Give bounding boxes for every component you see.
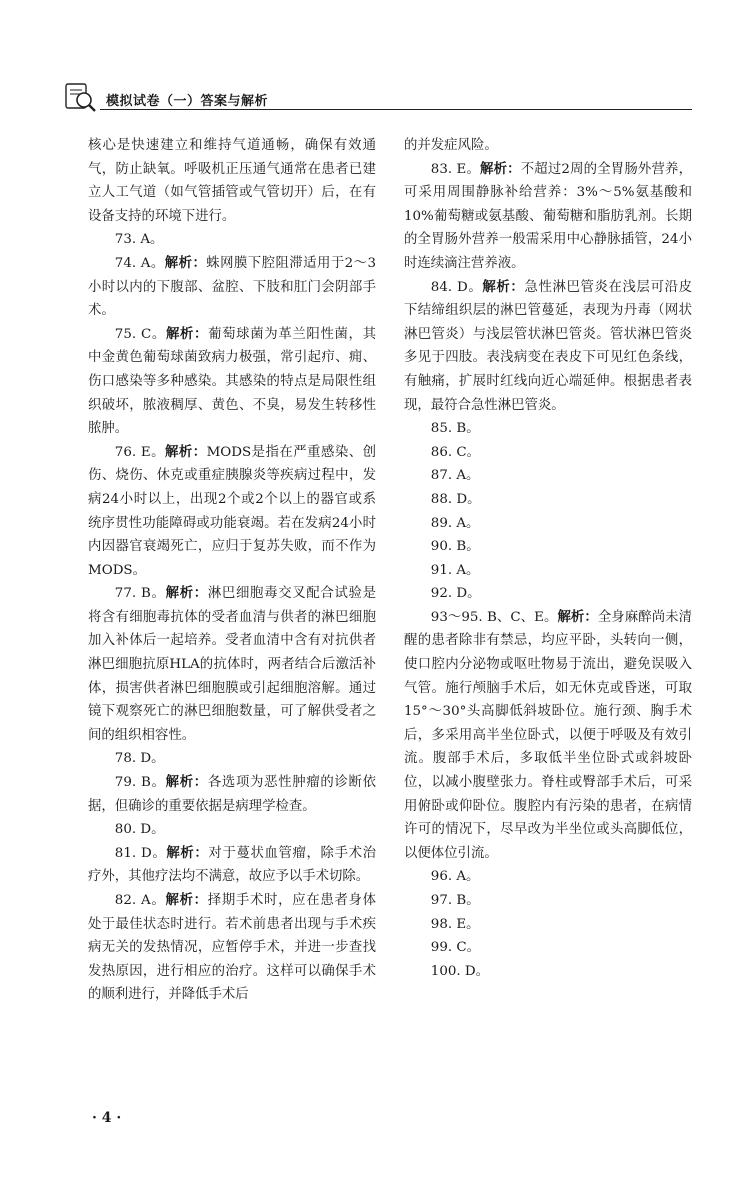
answer-number: 99. C。: [430, 940, 480, 956]
answer-number: 82. A。: [114, 893, 166, 908]
page-number: · 4 ·: [92, 1110, 122, 1126]
answer-paragraph: [404, 889, 692, 913]
answer-number: 91. A。: [430, 562, 480, 578]
answer-paragraph: [88, 228, 376, 252]
answer-number: 86. C。: [430, 444, 480, 460]
answer-number: 76. E。: [114, 444, 165, 460]
answer-paragraph: [88, 771, 376, 818]
answer-paragraph: [404, 488, 692, 512]
answer-paragraph: [404, 936, 692, 960]
analysis-label: 解析：: [164, 254, 207, 271]
analysis-label: 解析：: [165, 585, 208, 602]
answer-number: 81. D。: [114, 845, 167, 861]
answer-number: 93～95. B、C、E。: [430, 609, 558, 625]
answer-number: 88. D。: [430, 491, 481, 507]
analysis-label: 解析：: [165, 892, 208, 908]
answer-paragraph: [404, 582, 692, 606]
answer-paragraph: [404, 865, 692, 889]
answer-paragraph: [88, 582, 376, 747]
answer-number: 73. A。: [114, 232, 164, 248]
answer-number: 96. A。: [430, 869, 480, 885]
analysis-text: 的并发症风险。: [404, 138, 498, 153]
answer-number: 97. B。: [430, 893, 480, 908]
answer-number: 92. D。: [430, 586, 481, 602]
analysis-label: 解析：: [165, 325, 209, 342]
answer-paragraph: [88, 323, 376, 441]
answer-paragraph: [404, 606, 692, 866]
answer-number: 90. B。: [430, 539, 480, 555]
answer-paragraph: [404, 535, 692, 559]
answer-paragraph: [404, 158, 692, 276]
analysis-label: 解析：: [165, 774, 208, 791]
answer-number: 74. A。: [114, 255, 165, 271]
answer-number: 80. D。: [114, 822, 165, 838]
analysis-text: 葡萄球菌为革兰阳性菌，其中金黄色葡萄球菌致病力极强，常引起疖、痈、伤口感染等多种感染。其感染的特点是局限性组织破坏，脓液稠厚、黄色、不臭，易发生转移性脓肿。: [88, 326, 376, 437]
answer-paragraph: [404, 464, 692, 488]
answer-paragraph: [404, 417, 692, 441]
answer-number: 85. B。: [430, 421, 480, 437]
header-title: 模拟试卷（一）答案与解析: [106, 94, 269, 109]
answer-paragraph: [88, 441, 376, 583]
running-header: [62, 78, 692, 118]
analysis-text: 择期手术时，应在患者身体处于最佳状态时进行。若术前患者出现与手术疾病无关的发热情况，应暂停手术，并进一步查找发热原因，进行相应的治疗。这样可以确保手术的顺利进行，并降低手术后: [88, 893, 377, 1003]
answer-number: 84. D。: [430, 279, 483, 295]
answer-paragraph: [404, 559, 692, 583]
left-column: [88, 134, 376, 1007]
answer-paragraph: [88, 134, 376, 228]
answer-paragraph: [404, 441, 692, 465]
analysis-label: 解析：: [166, 844, 209, 861]
answer-number: 98. E。: [430, 916, 480, 932]
answer-paragraph: [88, 842, 376, 889]
analysis-text: MODS是指在严重感染、创伤、烧伤、休克或重症胰腺炎等疾病过程中，发病24小时以上，出现2个或2个以上的器官或系统序贯性功能障碍或功能衰竭。若在发病24小时内因器官衰竭死亡，应归于复苏失败，而不作为MODS。: [88, 444, 376, 578]
right-column: [404, 134, 692, 983]
answer-number: 78. D。: [114, 751, 165, 767]
analysis-label: 解析：: [482, 278, 525, 295]
answer-number: 79. B。: [114, 775, 166, 791]
analysis-label: 解析：: [557, 608, 598, 625]
analysis-text: 不超过2周的全胃肠外营养，可采用周围静脉补给营养：3%～5%氨基酸和10%葡萄糖或氨基酸、葡萄糖和脂肪乳剂。长期的全胃肠外营养一般需采用中心静脉插管，24小时连续滴注营养液。: [404, 161, 692, 271]
magnifier-document-icon: [62, 78, 98, 114]
analysis-text: 急性淋巴管炎在浅层可沿皮下结缔组织层的淋巴管蔓延，表现为丹毒（网状淋巴管炎）与浅层管状淋巴管炎。管状淋巴管炎多见于四肢。表浅病变在表皮下可见红色条线，有触痛，扩展时红线向近心端延伸。根据患者表现，最符合急性淋巴管炎。: [404, 279, 693, 413]
answer-number: 87. A。: [430, 468, 480, 484]
answer-paragraph: [88, 252, 376, 323]
answer-number: 77. B。: [114, 586, 166, 602]
answer-paragraph: [88, 747, 376, 771]
answer-paragraph: [404, 960, 692, 984]
analysis-text: 淋巴细胞毒交叉配合试验是将含有细胞毒抗体的受者血清与供者的淋巴细胞加入补体后一起培养。受者血清中含有对抗供者淋巴细胞抗原HLA的抗体时，两者结合后激活补体，损害供者淋巴细胞膜或引起细胞溶解。通过镜下观察死亡的淋巴细胞数量，可了解供受者之间的组织相容性。: [88, 586, 377, 743]
answer-paragraph: [88, 889, 376, 1007]
header-divider: [100, 109, 692, 110]
answer-paragraph: [404, 134, 692, 158]
answer-paragraph: [88, 818, 376, 842]
analysis-text: 各选项为恶性肿瘤的诊断依据，但确诊的重要依据是病理学检查。: [88, 775, 377, 814]
answer-paragraph: [404, 276, 692, 418]
analysis-text: 蛛网膜下腔阻滞适用于2～3小时以内的下腹部、盆腔、下肢和肛门会阴部手术。: [88, 255, 376, 319]
answer-number: 89. A。: [430, 515, 480, 531]
analysis-text: 对于蔓状血管瘤，除手术治疗外，其他疗法均不满意，故应予以手术切除。: [88, 845, 377, 885]
analysis-label: 解析：: [164, 443, 207, 460]
answer-number: 83. E。: [430, 161, 481, 177]
analysis-text: 全身麻醉尚未清醒的患者除非有禁忌，均应平卧，头转向一侧，使口腔内分泌物或呕吐物易于流出，避免误吸入气管。施行颅脑手术后，如无休克或昏迷，可取15°～30°头高脚低斜坡卧位。施行颈、胸手术后，多采用高半坐位卧式，以便于呼吸及有效引流。腹部手术后，多取低半坐位卧式或斜坡卧位，以减小腹壁张力。脊柱或臀部手术后，可采用俯卧或仰卧位。腹腔内有污染的患者，在病情许可的情况下，尽早改为半坐位或头高脚低位，以便体位引流。: [404, 609, 693, 861]
analysis-text: 核心是快速建立和维持气道通畅，确保有效通气，防止缺氧。呼吸机正压通气通常在患者已建立人工气道（如气管插管或气管切开）后，在有设备支持的环境下进行。: [88, 138, 376, 224]
answer-number: 100. D。: [430, 963, 489, 979]
answer-number: 75. C。: [114, 326, 166, 342]
analysis-label: 解析：: [480, 160, 521, 177]
answer-paragraph: [404, 913, 692, 937]
answer-paragraph: [404, 512, 692, 536]
